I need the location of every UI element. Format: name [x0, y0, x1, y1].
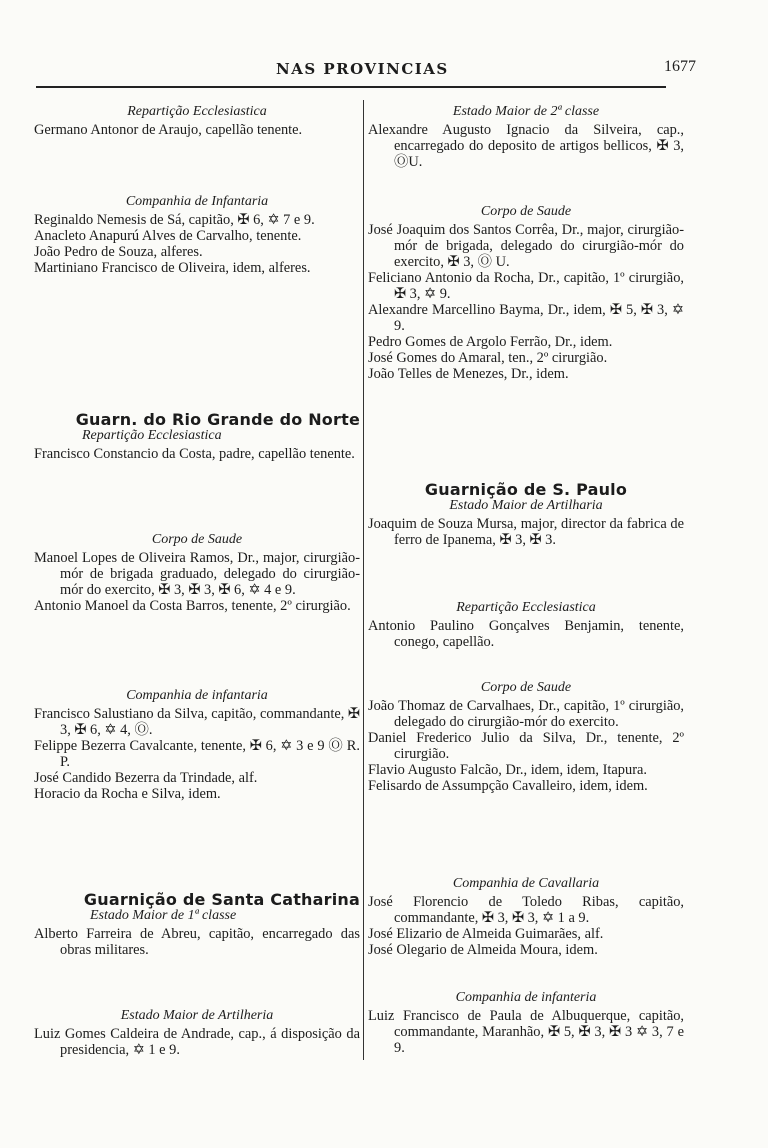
section-title: Guarn. do Rio Grande do Norte [75, 410, 360, 429]
left-block-estado-maior-artilheria [34, 1008, 360, 1058]
entry: Flavio Augusto Falcão, Dr., idem, idem, Itapura. [368, 762, 647, 778]
entry: José Candido Bezerra da Trindade, alf. [34, 770, 258, 786]
left-section-santa-catharina [34, 892, 360, 958]
left-block-corpo-saude [34, 532, 360, 614]
entry: José Elizario de Almeida Guimarães, alf. [368, 926, 604, 942]
subheading: Companhia de Infantaria [125, 194, 269, 209]
entry: Francisco Constancio da Costa, padre, capellão tenente. [34, 446, 355, 462]
right-section-s-paulo [368, 482, 684, 548]
entry: Horacio da Rocha e Silva, idem. [34, 786, 221, 802]
entry: Francisco Salustiano da Silva, capitão, commandante, ✠ 3, ✠ 6, ✡ 4, Ⓞ. [34, 706, 360, 738]
right-block-infanteria [368, 990, 684, 1056]
entry: Reginaldo Nemesis de Sá, capitão, ✠ 6, ✡ 7 e 9. [34, 212, 315, 228]
right-block-estado-maior [368, 104, 684, 170]
subheading: Repartição Ecclesiastica [82, 428, 222, 443]
entry: Luiz Gomes Caldeira de Andrade, cap., á disposição da presidencia, ✡ 1 e 9. [34, 1026, 360, 1058]
subheading: Repartição Ecclesiastica [456, 600, 596, 615]
entry: Daniel Frederico Julio da Silva, Dr., tenente, 2º cirurgião. [368, 730, 684, 762]
subheading: Companhia de Cavallaria [452, 876, 600, 891]
entry: Joaquim de Souza Mursa, major, director da fabrica de ferro de Ipanema, ✠ 3, ✠ 3. [368, 516, 684, 548]
left-block-companhia-infantaria [34, 688, 360, 802]
entry: Felippe Bezerra Cavalcante, tenente, ✠ 6, ✡ 3 e 9 Ⓞ R. P. [34, 738, 360, 770]
entry: Anacleto Anapurú Alves de Carvalho, tenente. [34, 228, 302, 244]
entry: João Pedro de Souza, alferes. [34, 244, 203, 260]
section-title: Guarnição de S. Paulo [424, 480, 628, 499]
running-head: NAS PROVINCIAS [276, 60, 449, 78]
right-block-corpo-saude-sp [368, 680, 684, 794]
entry: João Telles de Menezes, Dr., idem. [368, 366, 569, 382]
subheading: Corpo de Saude [480, 204, 572, 219]
section-title: Guarnição de Santa Catharina [83, 890, 360, 909]
left-section-rio-grande-norte [34, 412, 360, 462]
entry: José Gomes do Amaral, ten., 2º cirurgião. [368, 350, 608, 366]
right-block-corpo-saude [368, 204, 684, 382]
subheading: Companhia de infanteria [455, 990, 597, 1005]
entry: José Florencio de Toledo Ribas, capitão, commandante, ✠ 3, ✠ 3, ✡ 1 a 9. [368, 894, 684, 926]
entry: Alexandre Marcellino Bayma, Dr., idem, ✠ 5, ✠ 3, ✡ 9. [368, 302, 684, 334]
subheading: Corpo de Saude [151, 532, 243, 547]
entry: Antonio Manoel da Costa Barros, tenente, 2º cirurgião. [34, 598, 351, 614]
entry: Martiniano Francisco de Oliveira, idem, alferes. [34, 260, 311, 276]
entry: Luiz Francisco de Paula de Albuquerque, capitão, commandante, Maranhão, ✠ 5, ✠ 3, ✠ 3 ✡ 3, 7 e 9. [368, 1008, 684, 1056]
entry: Alberto Farreira de Abreu, capitão, encarregado das obras militares. [34, 926, 360, 958]
page-header [36, 58, 702, 82]
entry: José Olegario de Almeida Moura, idem. [368, 942, 598, 958]
subheading: Estado Maior de Artilheria [120, 1008, 274, 1023]
right-block-cavallaria [368, 876, 684, 958]
left-block-ecclesiastica [34, 104, 360, 138]
page-number: 1677 [664, 58, 696, 75]
entry: Felisardo de Assumpção Cavalleiro, idem, idem. [368, 778, 648, 794]
column-divider [363, 100, 364, 1060]
subheading: Estado Maior de 1ª classe [90, 908, 237, 923]
entry: Feliciano Antonio da Rocha, Dr., capitão, 1º cirurgião, ✠ 3, ✡ 9. [368, 270, 684, 302]
right-block-ecclesiastica [368, 600, 684, 650]
entry: Pedro Gomes de Argolo Ferrão, Dr., idem. [368, 334, 613, 350]
entry: José Joaquim dos Santos Corrêa, Dr., major, cirurgião-mór de brigada, delegado do cirurgião-mór do exercito, ✠ 3, Ⓞ U. [368, 222, 684, 270]
subheading: Corpo de Saude [480, 680, 572, 695]
subheading: Estado Maior de Artilharia [449, 498, 603, 513]
entry: João Thomaz de Carvalhaes, Dr., capitão, 1º cirurgião, delegado do cirurgião-mór do exercito. [368, 698, 684, 730]
header-rule [36, 86, 666, 88]
subheading: Companhia de infantaria [126, 688, 268, 703]
entry: Manoel Lopes de Oliveira Ramos, Dr., major, cirurgião-mór de brigada graduado, delegado do cirurgião-mór do exercito, ✠ 3, ✠ 3, ✠ 6, ✡ 4 e 9. [34, 550, 360, 598]
entry: Germano Antonor de Araujo, capellão tenente. [34, 122, 303, 138]
left-block-infantaria [34, 194, 360, 276]
entry: Alexandre Augusto Ignacio da Silveira, cap., encarregado do deposito de artigos bellicos, ✠ 3, ⓄU. [368, 122, 684, 170]
subheading: Repartição Ecclesiastica [127, 104, 267, 119]
subheading: Estado Maior de 2ª classe [452, 104, 600, 119]
entry: Antonio Paulino Gonçalves Benjamin, tenente, conego, capellão. [368, 618, 684, 650]
